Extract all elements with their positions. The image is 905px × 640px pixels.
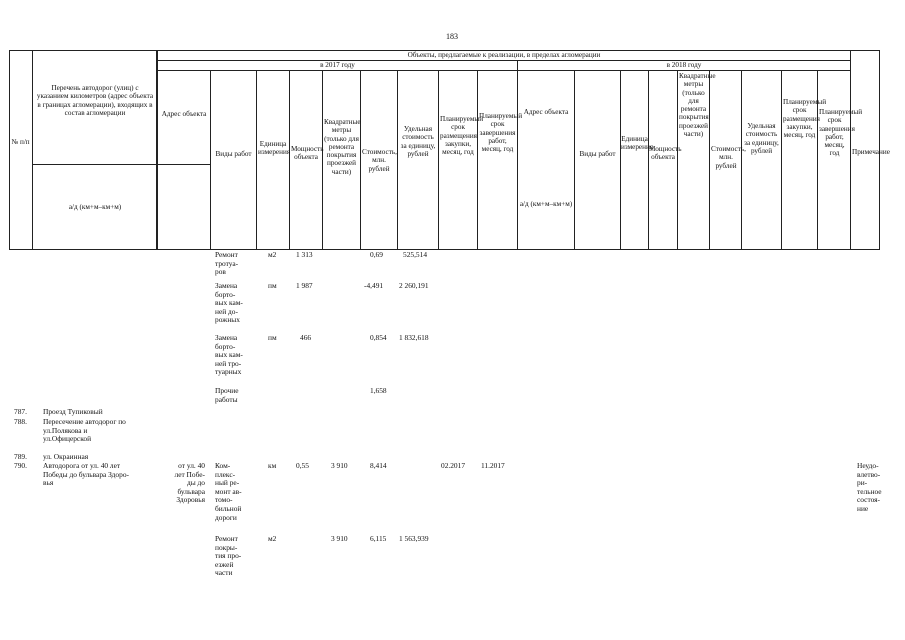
item-address: от ул. 40 лет Побе- ды до бульвара Здоровья	[174, 461, 205, 505]
work-type: Ремонт покры- тия про- езжей части	[215, 534, 242, 578]
item-number: 789.	[14, 452, 27, 461]
unit-cost: 1 832,618	[399, 333, 429, 342]
col-ad-18-header: а/д (км+м–км+м)	[519, 200, 573, 208]
unit-cost: 2 260,191	[399, 281, 429, 290]
item-number: 787.	[14, 407, 27, 416]
work-type: Замена борто- вых кам- ней тро- туарных	[215, 333, 243, 377]
col-capacity-18-header: Мощность объекта	[649, 145, 682, 162]
col-cost-18-header: Стоимость, млн. рублей	[711, 145, 746, 170]
year-2018-header: в 2018 году	[666, 61, 702, 69]
capacity: 466	[300, 333, 312, 342]
col-work-18-header: Виды работ	[579, 150, 616, 158]
col-plan-end-18-header: Планируемый срок завершения работ, месяц, год	[819, 108, 863, 158]
unit: пм	[268, 333, 277, 342]
col-unitcost-header: Удельная стоимость за единицу, рублей	[400, 125, 436, 158]
col-cost-header: Стоимость, млн. рублей	[362, 148, 397, 173]
col-address-header: Адрес объекта	[161, 110, 207, 118]
col-unit-18-header: Единица измерения	[621, 135, 654, 152]
unit: м2	[268, 534, 277, 543]
col-note-header: Примечание	[852, 148, 890, 156]
col-unit-header: Единица измерения	[258, 140, 291, 157]
work-type: Ком- плекс- ный ре- монт ав- томо- бильной дороги	[215, 461, 242, 522]
col-unitcost-18-header: Удельная стоимость за единицу, рублей	[744, 122, 779, 155]
unit: м2	[268, 250, 277, 259]
col-address-18-header: Адрес объекта	[523, 108, 569, 116]
unit: пм	[268, 281, 277, 290]
item-name: Проезд Тупиковый	[43, 407, 103, 416]
year-2017-header: в 2017 году	[320, 61, 355, 69]
capacity: 1 313	[296, 250, 313, 259]
cost: -4,491	[364, 281, 384, 290]
square-meters: 3 910	[331, 534, 348, 543]
col-num-header: № п/п	[11, 138, 30, 146]
col-plan-proc-header: Планируемый срок размещения закупки, месяц, год	[440, 115, 484, 157]
col-plan-end-header: Планируемый срок завершения работ, месяц, год	[479, 112, 523, 154]
col-roads-header: Перечень автодорог (улиц) с указанием километров (адрес объекта в границах агломерации), входящих в состав агломерации	[36, 84, 154, 117]
capacity: 1 987	[296, 281, 313, 290]
col-sqm-18-header: Квадратные метры (только для ремонта покрытия проезжей части)	[679, 72, 716, 139]
page-number: 183	[446, 32, 458, 41]
cost: 0,854	[370, 333, 387, 342]
item-number: 788.	[14, 417, 27, 426]
item-name: Пересечение автодорог по ул.Полякова и ул.Офицерской	[43, 417, 126, 444]
note: Неудо- влетво- ри- тельное состоя- ние	[857, 461, 882, 513]
col-objects-header: Объекты, предлагаемые к реализации, в пределах агломерации	[407, 51, 601, 59]
unit: км	[268, 461, 277, 470]
col-sqm-header: Квадратные метры (только для ремонта покрытия проезжей части)	[324, 118, 361, 176]
cost: 0,69	[370, 250, 383, 259]
cost: 1,658	[370, 386, 387, 395]
cost: 6,115	[370, 534, 387, 543]
item-number: 790.	[14, 461, 27, 470]
table-header	[9, 50, 890, 250]
work-type: Ремонт тротуа- ров	[215, 250, 239, 277]
item-name: ул. Окраинная	[43, 452, 89, 461]
item-name: Автодорога от ул. 40 лет Победы до бульвара Здоро- вья	[43, 461, 129, 488]
capacity: 0,55	[296, 461, 309, 470]
cost: 8,414	[370, 461, 387, 470]
col-capacity-header: Мощность объекта	[291, 145, 324, 162]
unit-cost: 1 563,939	[399, 534, 429, 543]
col-plan-proc-18-header: Планируемый срок размещения закупки, месяц, год	[783, 98, 827, 140]
plan-procurement: 02.2017	[441, 461, 466, 470]
work-type: Прочие работы	[215, 386, 239, 404]
col-ad-header: а/д (км+м–км+м)	[68, 203, 122, 211]
square-meters: 3 910	[331, 461, 348, 470]
col-work-header: Виды работ	[215, 150, 252, 158]
unit-cost: 525,514	[403, 250, 428, 259]
work-type: Замена борто- вых кам- ней до- рожных	[215, 281, 243, 325]
plan-end: 11.2017	[481, 461, 505, 470]
